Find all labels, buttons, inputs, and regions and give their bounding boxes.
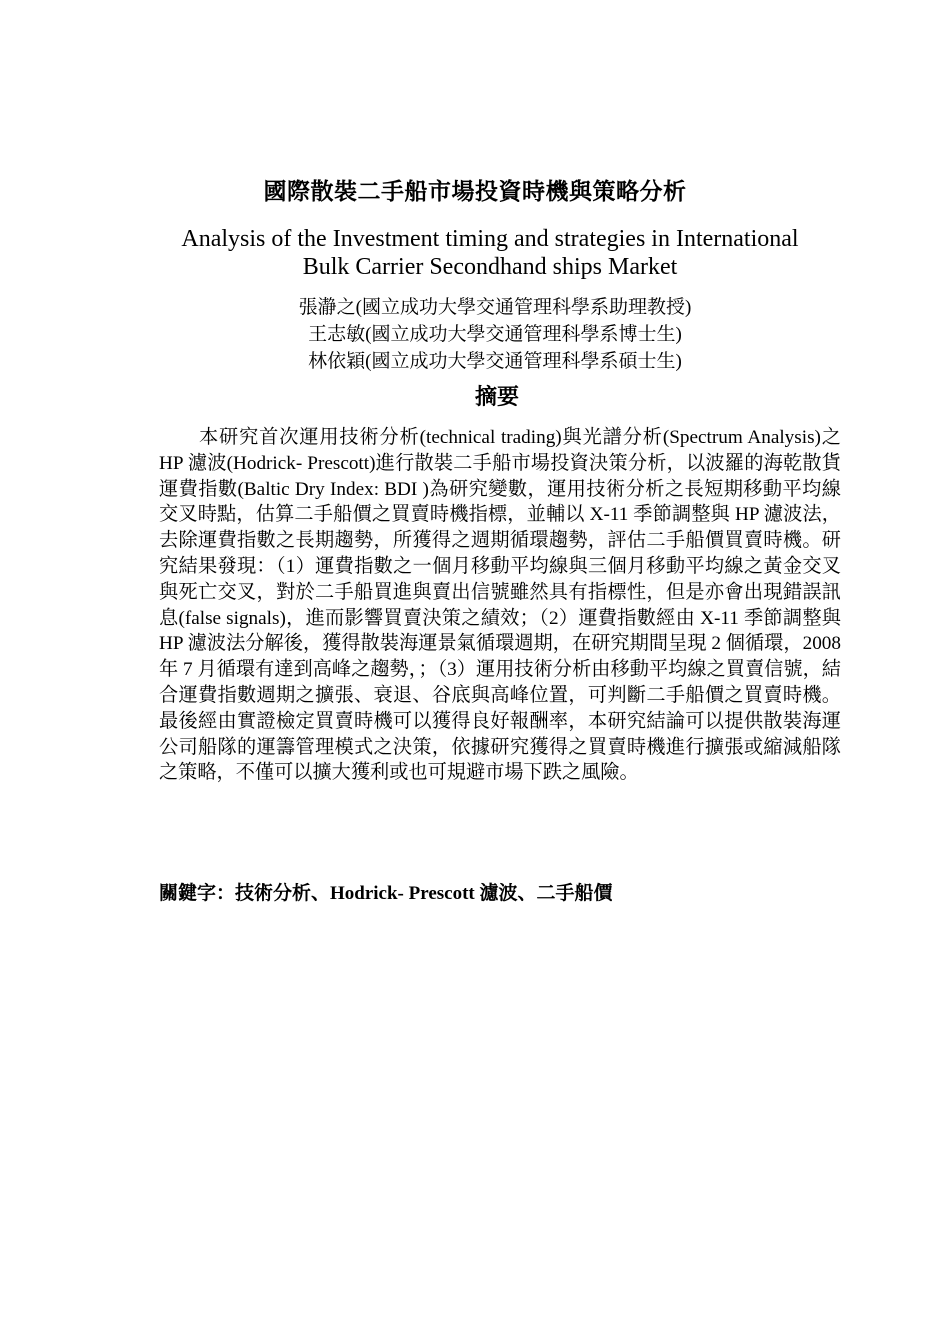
author-1: 張瀞之(國立成功大學交通管理科學系助理教授) [298,297,692,318]
author-list [0,294,950,375]
chinese-title: 國際散裝二手船市場投資時機與策略分析 [263,179,687,204]
english-title [150,225,830,281]
author-2: 王志敏(國立成功大學交通管理科學系博士生) [308,324,682,345]
author-3: 林依穎(國立成功大學交通管理科學系碩士生) [308,351,682,372]
keywords: 關鍵字：技術分析、Hodrick- Prescott 濾波、二手船價 [159,883,613,904]
abstract-heading: 摘要 [474,384,519,409]
abstract-body: 本研究首次運用技術分析(technical trading)與光譜分析(Spectrum Analysis)之 HP 濾波(Hodrick- Prescott)進行散裝二手船市場投資決策分析，以波羅的海乾散貨運費指數(Baltic Dry Index: BDI )為研究變數，運用技術分析之長短期移動平均線交叉時點，估算二手船價之買賣時機指標，並輔以 X-11 季節調整與 HP 濾波法，去除運費指數之長期趨勢，所獲得之週期循環趨勢，評估二手船價買賣時機。研究結果發現：（1）運費指數之一個月移動平均線與三個月移動平均線之黃金交叉與死亡交叉，對於二手船買進與賣出信號雖然具有指標性，但是亦會出現錯誤訊息(false signals)，進而影響買賣決策之績效；（2）運費指數經由 X-11 季節調整與 HP 濾波法分解後，獲得散裝海運景氣循環週期，在研究期間呈現 2 個循環，2008 年 7 月循環有達到高峰之趨勢，；（3）運用技術分析由移動平均線之買賣信號，結合運費指數週期之擴張、衰退、谷底與高峰位置，可判斷二手船價之買賣時機。最後經由實證檢定買賣時機可以獲得良好報酬率，本研究結論可以提供散裝海運公司船隊的運籌管理模式之決策，依據研究獲得之買賣時機進行擴張或縮減船隊之策略，不僅可以擴大獲利或也可規避市場下跌之風險。 [159,427,841,784]
english-title-line-1: Analysis of the Investment timing and strategies in International [181,226,799,252]
english-title-line-2: Bulk Carrier Secondhand ships Market [302,254,678,280]
